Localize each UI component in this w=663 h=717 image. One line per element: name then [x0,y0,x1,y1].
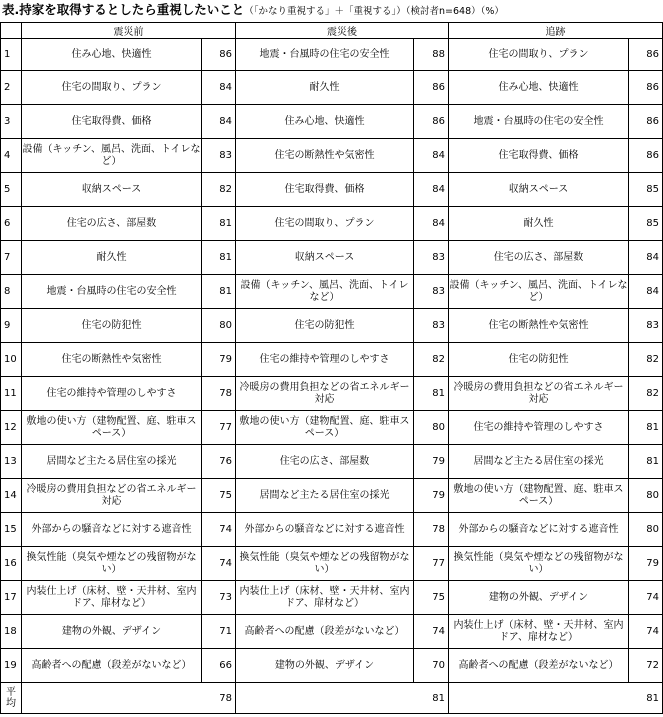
rank-number: 19 [1,649,22,683]
score-followup: 83 [629,309,663,343]
item-before: 居間など主たる居住室の採光 [22,445,202,479]
item-after: 冷暖房の費用負担などの省エネルギー対応 [236,377,414,411]
header-no [1,23,22,39]
score-before: 71 [202,615,236,649]
rank-number: 8 [1,275,22,309]
item-before: 敷地の使い方（建物配置、庭、駐車スペース） [22,411,202,445]
item-before: 住宅の断熱性や気密性 [22,343,202,377]
score-after: 86 [414,71,449,105]
table-row [1,241,663,275]
item-before: 地震・台風時の住宅の安全性 [22,275,202,309]
item-followup: 設備（キッチン、風呂、洗面、トイレなど） [449,275,629,309]
ranking-table [0,22,663,714]
score-before: 74 [202,547,236,581]
table-row [1,445,663,479]
table-title [2,2,504,18]
score-before: 76 [202,445,236,479]
item-followup: 住宅の断熱性や気密性 [449,309,629,343]
score-followup: 74 [629,615,663,649]
table-row [1,411,663,445]
item-after: 住み心地、快適性 [236,105,414,139]
rank-number: 16 [1,547,22,581]
item-before: 住宅取得費、価格 [22,105,202,139]
table-row [1,275,663,309]
score-after: 74 [414,615,449,649]
item-followup: 住宅の維持や管理のしやすさ [449,411,629,445]
item-after: 住宅の維持や管理のしやすさ [236,343,414,377]
item-followup: 外部からの騒音などに対する遮音性 [449,513,629,547]
score-before: 83 [202,139,236,173]
table-row [1,479,663,513]
score-before: 77 [202,411,236,445]
table-row [1,309,663,343]
item-followup: 住宅取得費、価格 [449,139,629,173]
item-after: 外部からの騒音などに対する遮音性 [236,513,414,547]
item-before: 内装仕上げ（床材、壁・天井材、室内ドア、扉材など） [22,581,202,615]
table-row [1,547,663,581]
rank-number: 13 [1,445,22,479]
score-before: 74 [202,513,236,547]
item-before: 換気性能（臭気や煙などの残留物がない） [22,547,202,581]
score-after: 77 [414,547,449,581]
score-before: 73 [202,581,236,615]
item-before: 耐久性 [22,241,202,275]
score-before: 81 [202,275,236,309]
table-row [1,343,663,377]
score-before: 81 [202,241,236,275]
score-after: 81 [414,377,449,411]
score-after: 80 [414,411,449,445]
table-row [1,615,663,649]
item-followup: 地震・台風時の住宅の安全性 [449,105,629,139]
rank-number: 4 [1,139,22,173]
table-title-note: （「かなり重視する」＋「重視する」）（検討者n=648）（%） [244,6,504,17]
item-before: 住宅の間取り、プラン [22,71,202,105]
table-row [1,377,663,411]
item-before: 収納スペース [22,173,202,207]
score-before: 84 [202,71,236,105]
table-row [1,649,663,683]
item-after: 耐久性 [236,71,414,105]
rank-number: 12 [1,411,22,445]
rank-number: 10 [1,343,22,377]
score-before: 80 [202,309,236,343]
score-before: 78 [202,377,236,411]
score-followup: 82 [629,343,663,377]
rank-number: 3 [1,105,22,139]
score-after: 88 [414,39,449,71]
item-followup: 収納スペース [449,173,629,207]
table-row [1,581,663,615]
rank-number: 15 [1,513,22,547]
item-after: 高齢者への配慮（段差がないなど） [236,615,414,649]
item-followup: 敷地の使い方（建物配置、庭、駐車スペース） [449,479,629,513]
average-followup: 81 [449,683,663,714]
item-before: 住宅の防犯性 [22,309,202,343]
score-followup: 86 [629,71,663,105]
score-followup: 85 [629,173,663,207]
score-followup: 72 [629,649,663,683]
rank-number: 5 [1,173,22,207]
table-title-main: 表.持家を取得するとしたら重視したいこと [2,2,245,17]
item-followup: 冷暖房の費用負担などの省エネルギー対応 [449,377,629,411]
item-after: 収納スペース [236,241,414,275]
item-before: 住み心地、快適性 [22,39,202,71]
header-followup: 追跡 [449,23,663,39]
table-row [1,39,663,71]
item-after: 設備（キッチン、風呂、洗面、トイレなど） [236,275,414,309]
rank-number: 7 [1,241,22,275]
score-followup: 74 [629,581,663,615]
score-after: 82 [414,343,449,377]
score-before: 66 [202,649,236,683]
score-followup: 86 [629,39,663,71]
score-before: 84 [202,105,236,139]
score-after: 70 [414,649,449,683]
score-followup: 84 [629,275,663,309]
score-before: 79 [202,343,236,377]
rank-number: 1 [1,39,22,71]
score-followup: 81 [629,445,663,479]
item-after: 居間など主たる居住室の採光 [236,479,414,513]
item-followup: 内装仕上げ（床材、壁・天井材、室内ドア、扉材など） [449,615,629,649]
average-row [1,683,663,714]
item-after: 住宅の断熱性や気密性 [236,139,414,173]
header-row [1,23,663,39]
score-followup: 85 [629,207,663,241]
score-after: 84 [414,207,449,241]
score-after: 75 [414,581,449,615]
item-after: 地震・台風時の住宅の安全性 [236,39,414,71]
item-followup: 住宅の間取り、プラン [449,39,629,71]
score-followup: 80 [629,479,663,513]
average-before: 78 [22,683,236,714]
rank-number: 9 [1,309,22,343]
table-row [1,207,663,241]
item-before: 住宅の広さ、部屋数 [22,207,202,241]
item-before: 建物の外観、デザイン [22,615,202,649]
table-row [1,71,663,105]
item-before: 外部からの騒音などに対する遮音性 [22,513,202,547]
table-row [1,513,663,547]
item-followup: 住宅の防犯性 [449,343,629,377]
item-followup: 住宅の広さ、部屋数 [449,241,629,275]
item-after: 建物の外観、デザイン [236,649,414,683]
table-row [1,139,663,173]
item-after: 内装仕上げ（床材、壁・天井材、室内ドア、扉材など） [236,581,414,615]
item-after: 住宅取得費、価格 [236,173,414,207]
score-followup: 86 [629,105,663,139]
score-before: 82 [202,173,236,207]
average-after: 81 [236,683,449,714]
score-followup: 84 [629,241,663,275]
score-before: 75 [202,479,236,513]
table-row [1,105,663,139]
score-after: 83 [414,309,449,343]
score-after: 83 [414,275,449,309]
score-after: 78 [414,513,449,547]
header-after: 震災後 [236,23,449,39]
rank-number: 14 [1,479,22,513]
score-after: 79 [414,479,449,513]
item-before: 設備（キッチン、風呂、洗面、トイレなど） [22,139,202,173]
rank-number: 2 [1,71,22,105]
score-after: 84 [414,173,449,207]
item-after: 住宅の防犯性 [236,309,414,343]
item-followup: 換気性能（臭気や煙などの残留物がない） [449,547,629,581]
item-before: 高齢者への配慮（段差がないなど） [22,649,202,683]
item-followup: 住み心地、快適性 [449,71,629,105]
rank-number: 6 [1,207,22,241]
average-label-text: 平均 [6,687,16,709]
score-before: 81 [202,207,236,241]
item-after: 換気性能（臭気や煙などの残留物がない） [236,547,414,581]
table-row [1,173,663,207]
rank-number: 18 [1,615,22,649]
score-followup: 86 [629,139,663,173]
score-after: 84 [414,139,449,173]
rank-number: 17 [1,581,22,615]
score-after: 86 [414,105,449,139]
item-followup: 居間など主たる居住室の採光 [449,445,629,479]
header-before: 震災前 [22,23,236,39]
item-followup: 建物の外観、デザイン [449,581,629,615]
score-followup: 81 [629,411,663,445]
item-before: 住宅の維持や管理のしやすさ [22,377,202,411]
item-followup: 耐久性 [449,207,629,241]
score-after: 79 [414,445,449,479]
score-followup: 79 [629,547,663,581]
score-followup: 82 [629,377,663,411]
score-before: 86 [202,39,236,71]
average-label [1,683,22,714]
item-before: 冷暖房の費用負担などの省エネルギー対応 [22,479,202,513]
item-followup: 高齢者への配慮（段差がないなど） [449,649,629,683]
rank-number: 11 [1,377,22,411]
score-after: 83 [414,241,449,275]
item-after: 敷地の使い方（建物配置、庭、駐車スペース） [236,411,414,445]
item-after: 住宅の広さ、部屋数 [236,445,414,479]
score-followup: 80 [629,513,663,547]
item-after: 住宅の間取り、プラン [236,207,414,241]
